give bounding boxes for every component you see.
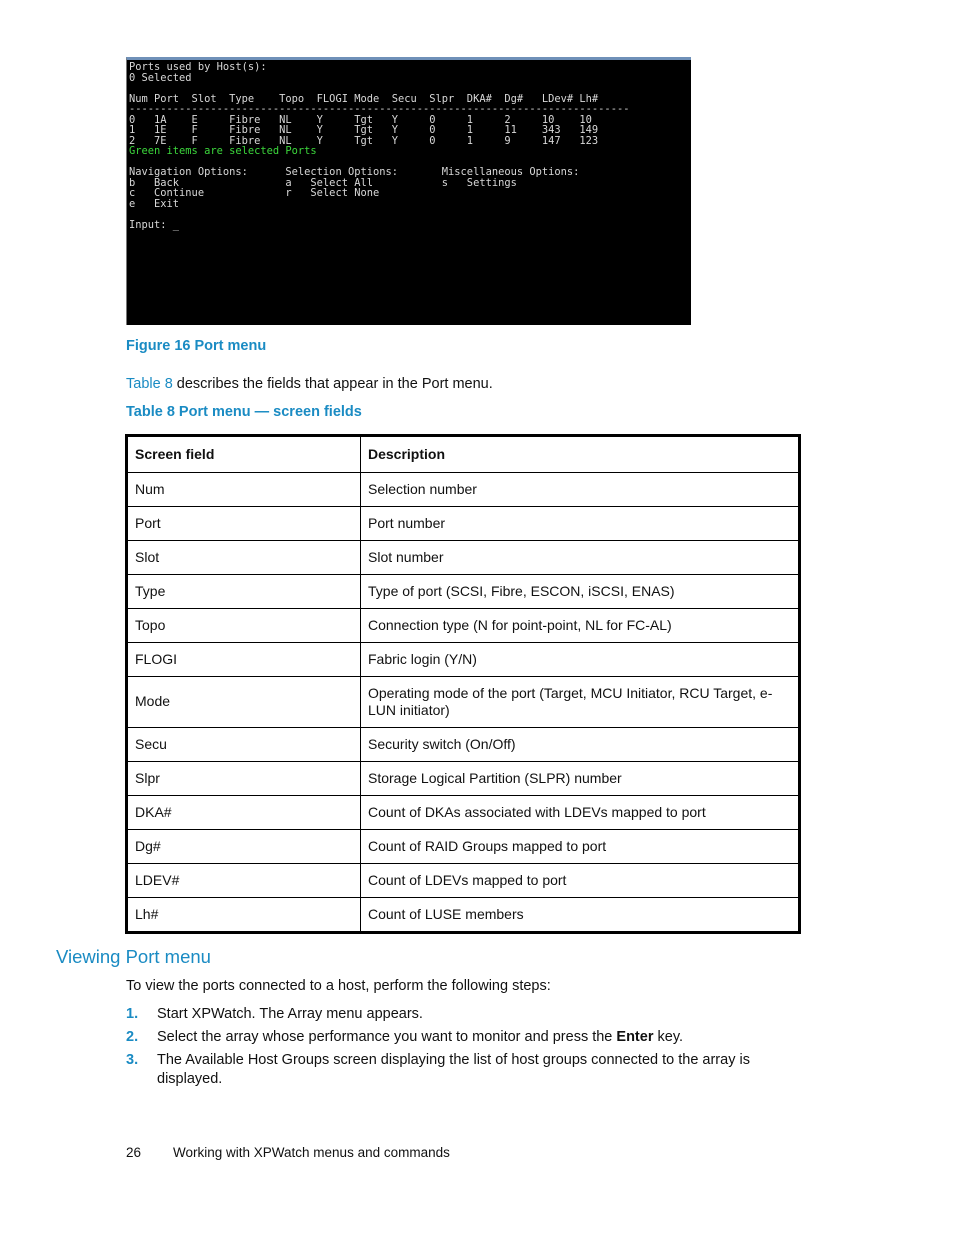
screen-field-cell: Num	[127, 473, 361, 507]
section-intro: To view the ports connected to a host, perform the following steps:	[126, 978, 551, 994]
screen-field-cell: Mode	[127, 677, 361, 728]
terminal-line: 0 Selected	[129, 71, 192, 84]
terminal-line: e Exit	[129, 197, 180, 210]
step-text: Select the array whose performance you want to monitor and press the	[157, 1029, 617, 1045]
column-header-description: Description	[361, 436, 800, 473]
terminal-line: Num Port Slot Type Topo FLOGI Mode Secu Slpr DKA# Dg# LDev# Lh#	[129, 92, 599, 105]
table-row	[127, 507, 800, 541]
step-text: Start XPWatch. The Array menu appears.	[157, 1006, 423, 1022]
terminal-line: 2 7E F Fibre NL Y Tgt Y 0 1 9 147 123	[129, 134, 599, 147]
table-row	[127, 575, 800, 609]
description-cell: Type of port (SCSI, Fibre, ESCON, iSCSI, ENAS)	[361, 575, 800, 609]
table-row	[127, 473, 800, 507]
table-row	[127, 609, 800, 643]
terminal-line: --------------------------------------------------------------------------------	[129, 103, 630, 115]
terminal-output	[129, 62, 629, 230]
steps-list	[126, 1005, 786, 1093]
intro-paragraph	[126, 376, 493, 392]
table-row	[127, 796, 800, 830]
screen-field-cell: FLOGI	[127, 643, 361, 677]
table-row	[127, 728, 800, 762]
terminal-line: Input: _	[129, 218, 180, 231]
description-cell: Fabric login (Y/N)	[361, 643, 800, 677]
port-menu-screenshot	[126, 57, 691, 325]
intro-text: describes the fields that appear in the Port menu.	[172, 376, 493, 392]
table-row	[127, 762, 800, 796]
terminal-line: c Continue r Select None	[129, 187, 380, 199]
screen-field-cell: Dg#	[127, 830, 361, 864]
screen-field-cell: Lh#	[127, 898, 361, 933]
page-number: 26	[126, 1145, 142, 1160]
screen-field-cell: DKA#	[127, 796, 361, 830]
step-number: 3.	[126, 1052, 139, 1068]
table-row	[127, 541, 800, 575]
screen-field-cell: Type	[127, 575, 361, 609]
description-cell: Security switch (On/Off)	[361, 728, 800, 762]
screen-field-cell: Port	[127, 507, 361, 541]
screen-field-cell: Slpr	[127, 762, 361, 796]
description-cell: Count of LUSE members	[361, 898, 800, 933]
section-heading: Viewing Port menu	[56, 946, 211, 967]
description-cell: Count of LDEVs mapped to port	[361, 864, 800, 898]
step-item	[126, 1005, 786, 1024]
screen-field-cell: Slot	[127, 541, 361, 575]
screen-fields-table	[125, 434, 801, 934]
terminal-line: 0 1A E Fibre NL Y Tgt Y 0 1 2 10 10	[129, 113, 592, 126]
description-cell: Count of RAID Groups mapped to port	[361, 830, 800, 864]
terminal-line: Green items are selected Ports	[129, 145, 317, 157]
table-caption: Table 8 Port menu — screen fields	[126, 404, 362, 420]
step-number: 2.	[126, 1029, 139, 1045]
screen-field-cell: LDEV#	[127, 864, 361, 898]
step-text: The Available Host Groups screen displaying the list of host groups connected to the array is displayed.	[157, 1052, 750, 1087]
terminal-line: 1 1E F Fibre NL Y Tgt Y 0 1 11 343 149	[129, 124, 599, 136]
footer-title: Working with XPWatch menus and commands	[173, 1145, 450, 1160]
table-row	[127, 677, 800, 728]
column-header-screen-field: Screen field	[127, 436, 361, 473]
screen-field-cell: Topo	[127, 609, 361, 643]
screen-field-cell: Secu	[127, 728, 361, 762]
step-item	[126, 1051, 786, 1089]
key-name: Enter	[616, 1029, 654, 1045]
description-cell: Count of DKAs associated with LDEVs mapped to port	[361, 796, 800, 830]
terminal-line: Navigation Options: Selection Options: Miscellaneous Options:	[129, 166, 580, 178]
step-item	[126, 1028, 786, 1047]
step-text: key.	[653, 1029, 684, 1045]
description-cell: Operating mode of the port (Target, MCU Initiator, RCU Target, e-LUN initiator)	[361, 677, 800, 728]
table-header-row	[127, 436, 800, 473]
terminal-line: Ports used by Host(s):	[129, 61, 267, 73]
table-row	[127, 898, 800, 933]
figure-caption: Figure 16 Port menu	[126, 338, 267, 354]
table-8-link[interactable]: Table 8	[126, 376, 173, 392]
description-cell: Storage Logical Partition (SLPR) number	[361, 762, 800, 796]
terminal-line: b Back a Select All s Settings	[129, 176, 517, 189]
table-row	[127, 643, 800, 677]
description-cell: Port number	[361, 507, 800, 541]
description-cell: Slot number	[361, 541, 800, 575]
table-row	[127, 864, 800, 898]
table-row	[127, 830, 800, 864]
description-cell: Connection type (N for point-point, NL for FC-AL)	[361, 609, 800, 643]
description-cell: Selection number	[361, 473, 800, 507]
step-number: 1.	[126, 1006, 139, 1022]
